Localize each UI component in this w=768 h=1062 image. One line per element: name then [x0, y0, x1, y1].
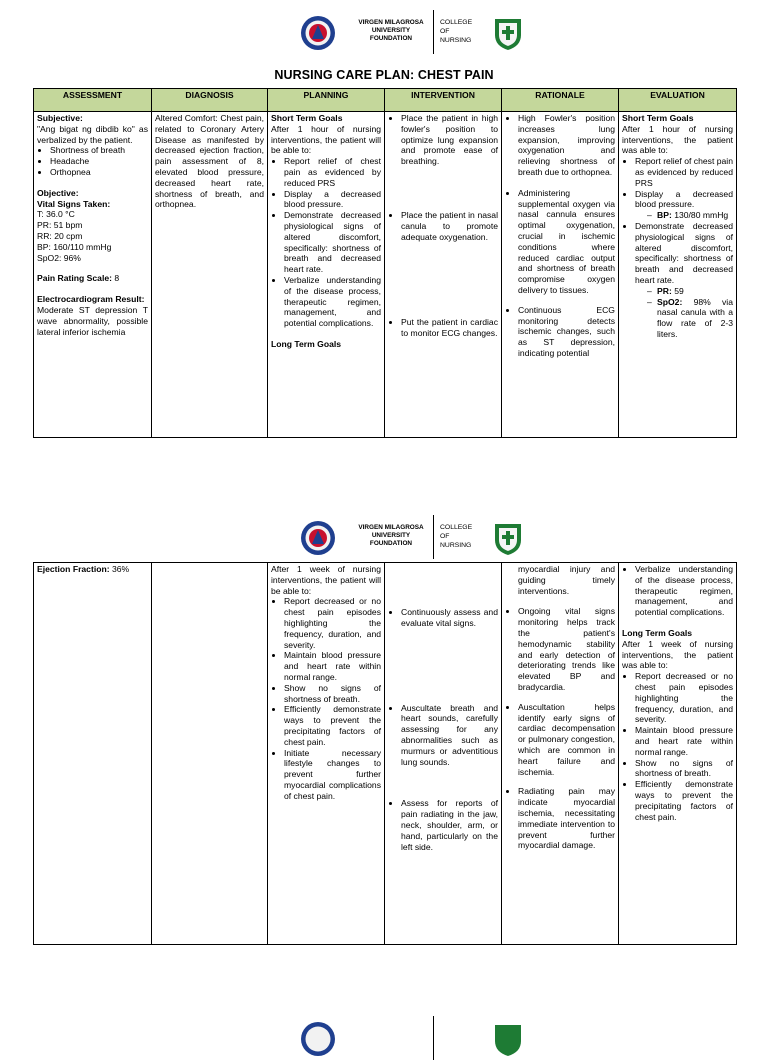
subjective-label: Subjective: — [37, 113, 83, 123]
list-item: • Verbalize understanding of the disease process, therapeutic regimen, management, and potential complications. — [635, 564, 733, 618]
vital-sign: SpO2: 96% — [37, 252, 81, 263]
college-crest-logo — [490, 520, 526, 556]
vital-sign: T: 36.0 °C — [37, 209, 75, 220]
list-item: • Continuous ECG monitoring detects ischemic changes, such as ST depression, indicating potential — [518, 305, 615, 359]
vital-sign: BP: 160/110 mmHg — [37, 241, 112, 252]
university-seal-logo — [300, 15, 336, 51]
evaluation-list — [622, 156, 733, 340]
symptom-list — [37, 145, 148, 177]
long-term-goals-label: Long Term Goals — [271, 338, 342, 349]
list-item: • Headache — [50, 156, 148, 167]
diagnosis-text: Altered Comfort: Chest pain, related to Coronary Artery Disease as manifested by decreased ejection fraction, pain assessment of 8, elevated blood pressure, decreased heart rate, shortness of breath, and orthopnea. — [155, 113, 264, 210]
rationale-list — [505, 606, 615, 851]
objective-label: Objective: — [37, 187, 79, 198]
diagnosis-cell — [152, 563, 268, 945]
evaluation-cell — [619, 563, 737, 945]
college-name-line: NURSING — [440, 542, 472, 549]
bp-label: BP: — [657, 210, 672, 221]
list-item: • Display a decreased blood pressure. — [284, 189, 381, 211]
college-name-line: OF — [440, 533, 450, 540]
college-crest-logo — [490, 1021, 526, 1057]
goal-list — [271, 156, 381, 329]
list-item: • Efficiently demonstrate ways to prevent the precipitating factors of chest pain. — [635, 779, 733, 822]
ejection-fraction — [37, 564, 148, 575]
list-item: • Initiate necessary lifestyle changes to prevent further myocardial complications of chest pain. — [284, 748, 381, 802]
intervention-list — [388, 607, 498, 852]
list-item: • Place the patient in nasal canula to promote adequate oxygenation. — [401, 210, 498, 242]
university-seal-logo — [300, 520, 336, 556]
assessment-cell — [34, 563, 152, 945]
page-title: NURSING CARE PLAN: CHEST PAIN — [274, 68, 494, 82]
ef-value: 36% — [111, 564, 130, 574]
header-divider — [433, 10, 434, 54]
college-name-line: OF — [440, 28, 450, 35]
university-name-line: UNIVERSITY — [371, 27, 411, 34]
evaluation-stg-label: Short Term Goals — [622, 113, 694, 123]
evaluation-list — [622, 564, 733, 618]
college-name-line: COLLEGE — [440, 524, 473, 531]
list-item: • Radiating pain may indicate myocardial ischemia, necessitating immediate intervention to prevent further myocardial damage. — [518, 786, 615, 851]
long-term-goals-label: Long Term Goals — [622, 627, 693, 638]
page-header — [0, 515, 768, 561]
list-item-text: Display a decreased blood pressure. — [635, 188, 733, 210]
list-item: • Efficiently demonstrate ways to prevent the precipitating factors of chest pain. — [284, 704, 381, 747]
ecg-label: Electrocardiogram Result: — [37, 294, 145, 305]
short-term-goals-label: Short Term Goals — [271, 113, 343, 123]
list-item: • High Fowler's position increases lung expansion, improving oxygenation and relieving shortness of breath due to orthopnea. — [518, 113, 615, 178]
rationale-continued: myocardial injury and guiding timely interventions. — [518, 564, 615, 596]
list-item: • Ongoing vital signs monitoring helps track the patient's hemodynamic stability and early detection of deteriorating trends like elevated BP and bradycardia. — [518, 606, 615, 692]
care-plan-table — [33, 562, 737, 945]
list-item: • Show no signs of shortness of breath. — [284, 683, 381, 705]
page-header — [0, 1016, 768, 1062]
list-item: • Assess for reports of pain radiating in the jaw, neck, shoulder, arm, or hand, particularly on the left side. — [401, 798, 498, 852]
planning-cell — [268, 563, 385, 945]
sub-list — [635, 210, 733, 221]
list-item: • Show no signs of shortness of breath. — [635, 758, 733, 780]
planning-cell — [268, 112, 385, 438]
page-header — [0, 10, 768, 56]
university-name-line: VIRGEN MILAGROSA — [358, 524, 424, 531]
column-header-planning: PLANNING — [268, 89, 385, 112]
pain-label: Pain Rating Scale: — [37, 273, 112, 284]
university-name — [341, 524, 441, 548]
header-divider — [433, 515, 434, 559]
rationale-cell — [502, 563, 619, 945]
rationale-list — [505, 113, 615, 359]
college-crest-logo — [490, 15, 526, 51]
list-item: • Maintain blood pressure and heart rate within normal range. — [284, 650, 381, 682]
list-item: • Put the patient in cardiac to monitor ECG changes. — [401, 317, 498, 339]
evaluation-intro: After 1 hour of nursing interventions, the patient was able to: — [622, 123, 733, 156]
list-item: • Report decreased or no chest pain episodes highlighting the frequency, duration, and severity. — [635, 671, 733, 725]
college-name-line: NURSING — [440, 37, 472, 44]
evaluation-intro: After 1 week of nursing interventions, the patient was able to: — [622, 638, 733, 671]
pain-value: 8 — [114, 273, 120, 284]
university-name-line: UNIVERSITY — [371, 532, 411, 539]
pr-value: 59 — [674, 285, 684, 296]
sub-list-item — [657, 297, 733, 340]
goal-list — [271, 596, 381, 801]
rationale-cell — [502, 112, 619, 438]
care-plan-table — [33, 88, 737, 438]
university-name-line: VIRGEN MILAGROSA — [358, 19, 424, 26]
vitals-label: Vital Signs Taken: — [37, 198, 111, 209]
list-item: • Place the patient in high fowler's position to optimize lung expansion and promote ease of breathing. — [401, 113, 498, 167]
intervention-cell — [385, 563, 502, 945]
list-item: • Maintain blood pressure and heart rate within normal range. — [635, 725, 733, 757]
university-seal-logo — [300, 1021, 336, 1057]
list-item-text: Demonstrate decreased physiological signs of altered discomfort, specifically: shortness of breath and decreased heart rate. — [635, 220, 733, 285]
list-item — [635, 189, 733, 221]
list-item: • Report decreased or no chest pain episodes highlighting the frequency, duration, and severity. — [284, 596, 381, 650]
list-item: • Auscultate breath and heart sounds, carefully assessing for any abnormalities such as murmurs or adventitious lung sounds. — [401, 703, 498, 768]
ecg-text: Moderate ST depression T wave abnormality, possible lateral inferior ischemia — [37, 304, 148, 337]
table-header-row — [34, 89, 737, 112]
university-name-line: FOUNDATION — [369, 540, 413, 547]
evaluation-list — [622, 671, 733, 822]
column-header-rationale: RATIONALE — [502, 89, 619, 112]
diagnosis-cell — [152, 112, 268, 438]
vital-sign: PR: 51 bpm — [37, 220, 83, 231]
list-item — [635, 221, 733, 340]
list-item: • Shortness of breath — [50, 145, 148, 156]
column-header-evaluation: EVALUATION — [619, 89, 737, 112]
list-item: • Auscultation helps identify early signs of cardiac decompensation or pulmonary congestion, which are common in heart failure and ischemia. — [518, 702, 615, 778]
intervention-list — [388, 113, 498, 339]
table-row — [34, 563, 737, 945]
header-divider — [433, 1016, 434, 1060]
list-item: • Report relief of chest pain as evidenced by reduced PRS — [635, 156, 733, 188]
list-item: • Verbalize understanding of the disease process, therapeutic regimen, management, and potential complications. — [284, 275, 381, 329]
sub-list — [635, 286, 733, 340]
spo2-value: 98% via nasal canula with a flow rate of 2-3 liters. — [657, 296, 733, 339]
list-item: • Demonstrate decreased physiological signs of altered discomfort, specifically: shortness of breath and decreased heart rate. — [284, 210, 381, 275]
intervention-cell — [385, 112, 502, 438]
list-item: • Orthopnea — [50, 167, 148, 178]
bp-value: 130/80 mmHg — [674, 210, 729, 221]
table-row — [34, 112, 737, 438]
sub-list-item — [657, 210, 733, 221]
column-header-intervention: INTERVENTION — [385, 89, 502, 112]
college-name — [440, 18, 472, 45]
ef-label: Ejection Fraction: — [37, 564, 110, 574]
planning-intro: After 1 hour of nursing interventions, the patient will be able to: — [271, 123, 381, 156]
assessment-cell — [34, 112, 152, 438]
vital-sign: RR: 20 cpm — [37, 230, 83, 241]
evaluation-cell — [619, 112, 737, 438]
pain-rating — [37, 273, 148, 284]
spo2-label: SpO2: — [657, 296, 683, 307]
planning-intro: After 1 week of nursing interventions, the patient will be able to: — [271, 564, 381, 596]
college-name-line: COLLEGE — [440, 19, 473, 26]
list-item: • Continuously assess and evaluate vital signs. — [401, 607, 498, 629]
list-item: • Administering supplemental oxygen via nasal cannula ensures optimal oxygenation, crucial in ischemic conditions where reduced cardiac output and shortness of breath compromise oxygen delivery to tissues. — [518, 188, 615, 296]
university-name — [341, 19, 441, 43]
column-header-assessment: ASSESSMENT — [34, 89, 152, 112]
column-header-diagnosis: DIAGNOSIS — [152, 89, 268, 112]
university-name-line: FOUNDATION — [369, 35, 413, 42]
sub-list-item — [657, 286, 733, 297]
pr-label: PR: — [657, 285, 672, 296]
college-name — [440, 523, 472, 550]
subjective-quote: "Ang bigat ng dibdib ko" as verbalized by the patient. — [37, 123, 148, 145]
list-item: • Report relief of chest pain as evidenced by reduced PRS — [284, 156, 381, 188]
